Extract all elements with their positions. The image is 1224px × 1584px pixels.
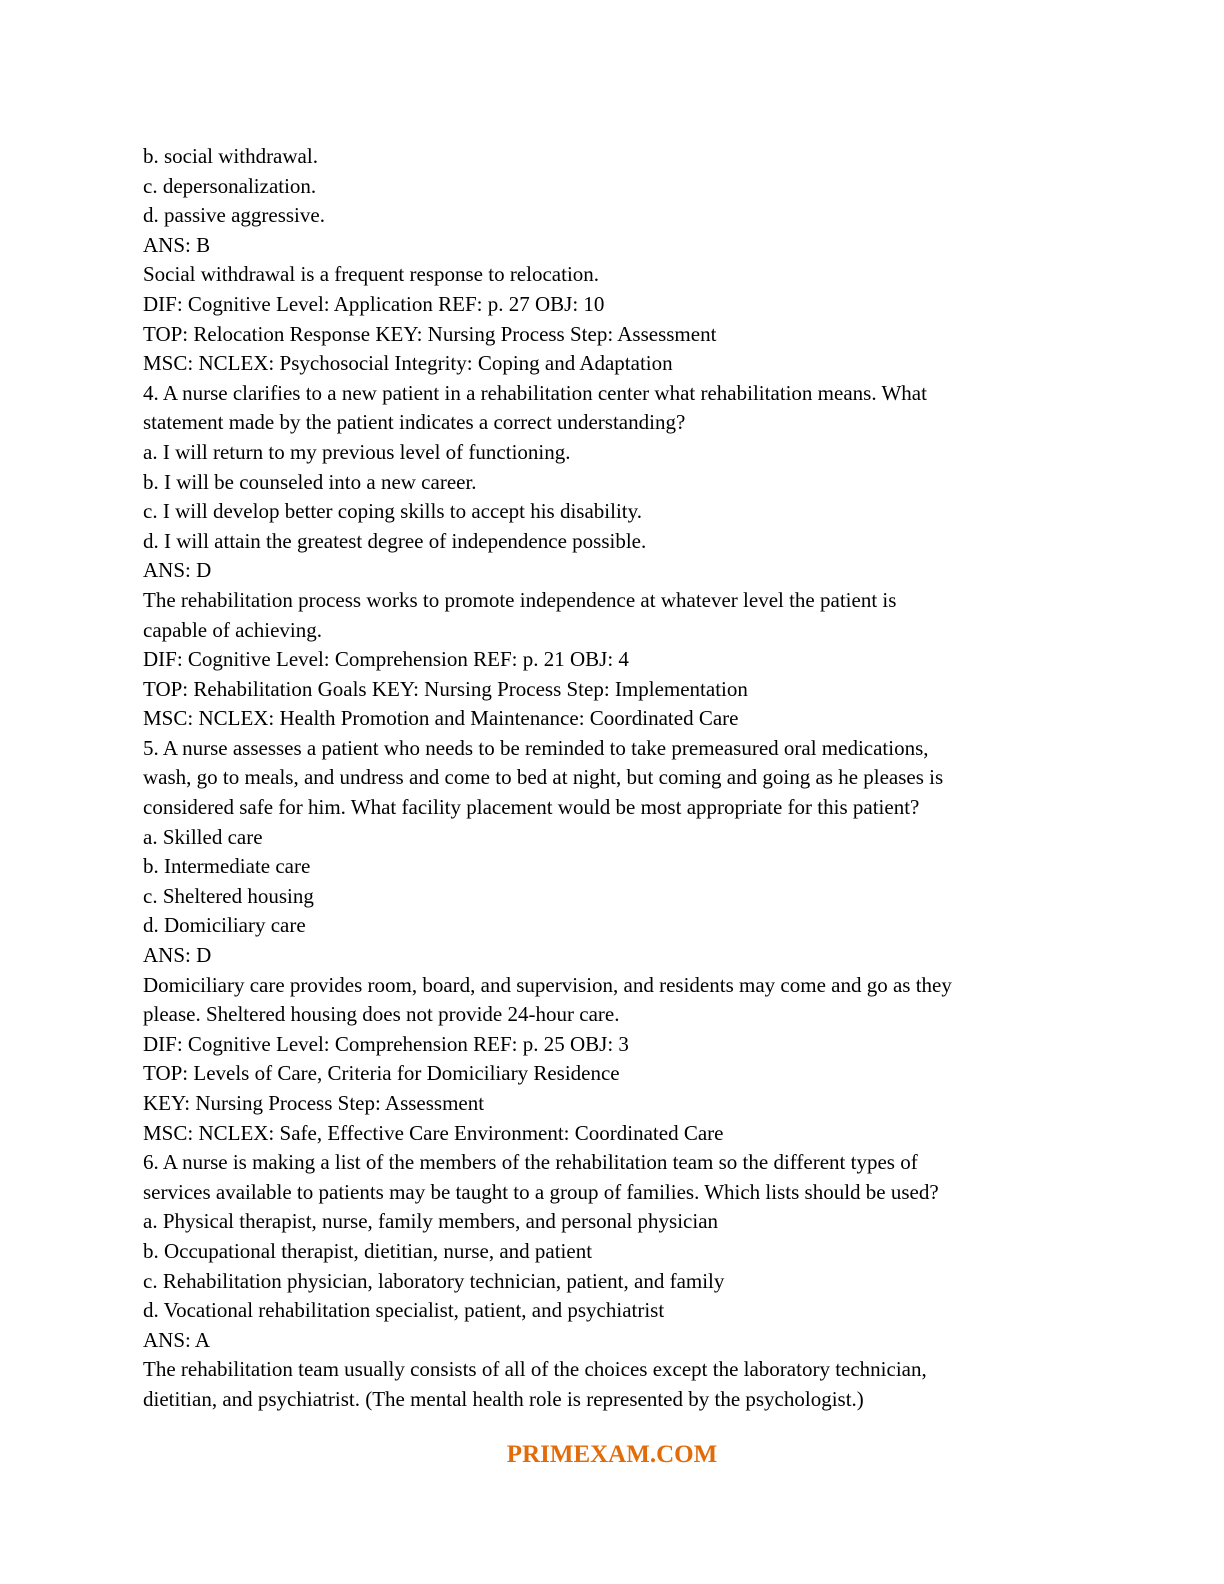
text-line: dietitian, and psychiatrist. (The mental health role is represented by the psychologist.) [143,1386,864,1411]
text-line: 5. A nurse assesses a patient who needs to be reminded to take premeasured oral medications, [143,735,929,760]
text-line: considered safe for him. What facility placement would be most appropriate for this patient? [143,795,920,820]
text-line: statement made by the patient indicates a correct understanding? [143,410,686,435]
text-line: ANS: D [143,558,212,583]
text-line: DIF: Cognitive Level: Comprehension REF: p. 25 OBJ: 3 [143,1031,629,1056]
text-line: wash, go to meals, and undress and come to bed at night, but coming and going as he pleases is [143,765,944,790]
text-line: services available to patients may be taught to a group of families. Which lists should be used? [143,1179,939,1204]
text-line: c. Sheltered housing [143,883,314,908]
text-line: TOP: Levels of Care, Criteria for Domiciliary Residence [143,1061,620,1086]
text-line: b. social withdrawal. [143,144,318,168]
text-line: MSC: NCLEX: Health Promotion and Maintenance: Coordinated Care [143,706,739,731]
document-body [143,142,1083,1415]
text-line: b. I will be counseled into a new career. [143,469,477,494]
text-line: The rehabilitation process works to promote independence at whatever level the patient is [143,587,897,612]
text-line: d. Vocational rehabilitation specialist, patient, and psychiatrist [143,1298,665,1323]
text-line: Domiciliary care provides room, board, and supervision, and residents may come and go as they [143,972,952,997]
text-line: a. Physical therapist, nurse, family members, and personal physician [143,1209,719,1234]
text-line: please. Sheltered housing does not provide 24-hour care. [143,1002,620,1027]
text-line: ANS: B [143,232,211,257]
text-line: d. Domiciliary care [143,913,306,938]
text-line: c. I will develop better coping skills to accept his disability. [143,499,643,524]
text-line: d. passive aggressive. [143,203,325,228]
text-line: 4. A nurse clarifies to a new patient in a rehabilitation center what rehabilitation means. What [143,380,927,405]
text-line: MSC: NCLEX: Safe, Effective Care Environment: Coordinated Care [143,1120,724,1145]
text-line: The rehabilitation team usually consists of all of the choices except the laboratory technician, [143,1357,927,1382]
text-line: ANS: A [143,1327,211,1352]
text-line: 6. A nurse is making a list of the members of the rehabilitation team so the different types of [143,1150,918,1175]
text-line: b. Intermediate care [143,854,311,879]
text-line: a. Skilled care [143,824,263,849]
text-line: DIF: Cognitive Level: Comprehension REF: p. 21 OBJ: 4 [143,647,629,672]
text-line: TOP: Relocation Response KEY: Nursing Process Step: Assessment [143,321,717,346]
text-line: TOP: Rehabilitation Goals KEY: Nursing Process Step: Implementation [143,676,748,701]
text-line: c. depersonalization. [143,173,317,198]
text-line: ANS: D [143,943,212,968]
text-line: d. I will attain the greatest degree of independence possible. [143,528,647,553]
text-line: DIF: Cognitive Level: Application REF: p. 27 OBJ: 10 [143,291,605,316]
text-line: b. Occupational therapist, dietitian, nurse, and patient [143,1238,593,1263]
footer-watermark: PRIMEXAM.COM [506,1441,718,1468]
text-line: Social withdrawal is a frequent response to relocation. [143,262,600,287]
text-line: KEY: Nursing Process Step: Assessment [143,1091,485,1115]
text-line: capable of achieving. [143,617,322,642]
text-line: a. I will return to my previous level of functioning. [143,439,571,464]
text-line: c. Rehabilitation physician, laboratory technician, patient, and family [143,1268,725,1293]
text-line: MSC: NCLEX: Psychosocial Integrity: Coping and Adaptation [143,351,673,376]
